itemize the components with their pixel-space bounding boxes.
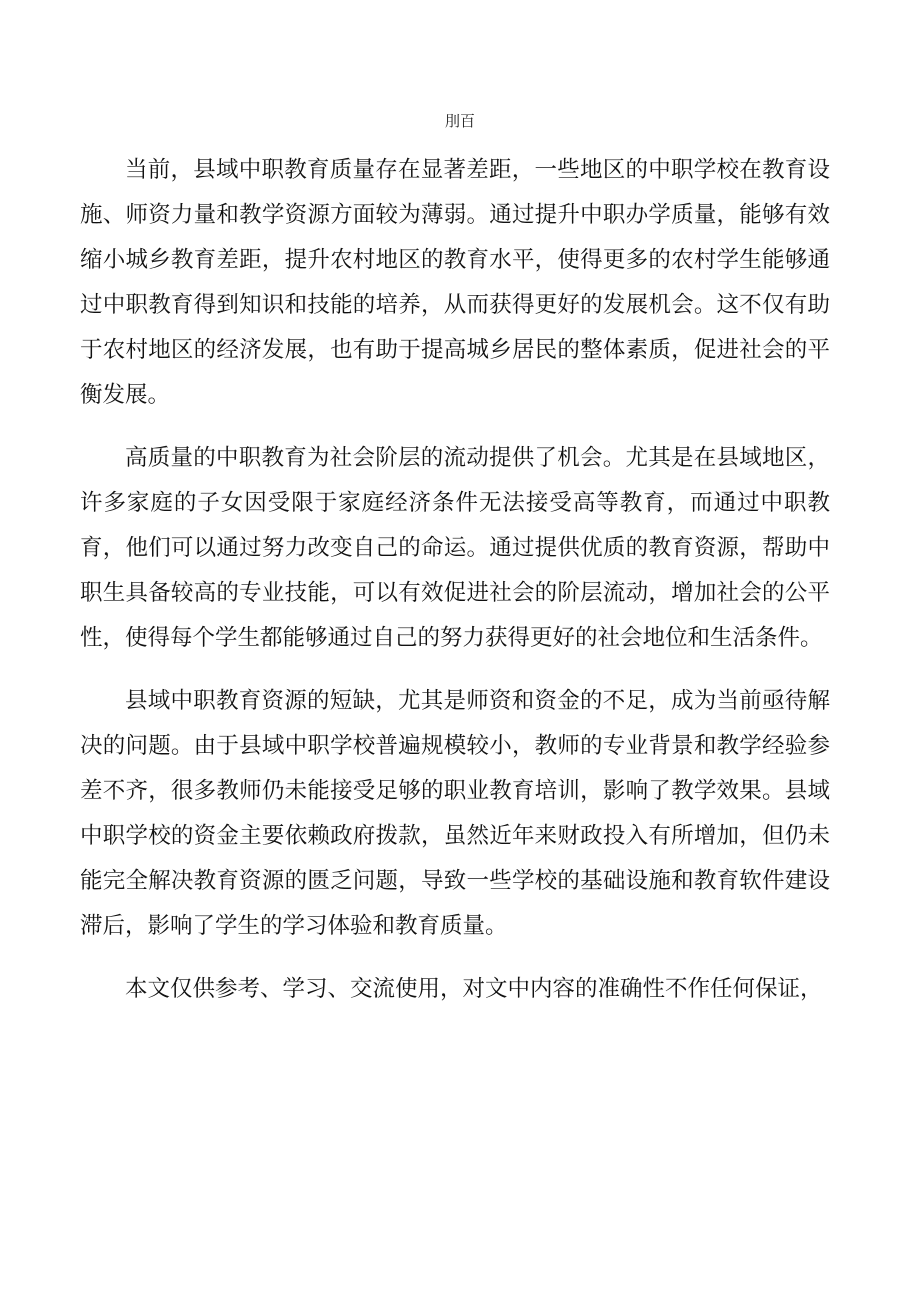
page-title: 刖百 (444, 112, 475, 130)
paragraph-4: 本文仅供参考、学习、交流使用，对文中内容的准确性不作任何保证， (125, 976, 823, 1002)
paragraph-2: 高质量的中职教育为社会阶层的流动提供了机会。尤其是在县域地区，许多家庭的子女因受限于家庭经济条件无法接受高等教育，而通过中职教育，他们可以通过努力改变自己的命运。通过提供优质的教育资源，帮助中职生具备较高的专业技能，可以有效促进社会的阶层流动，增加社会的公平性，使得每个学生都能够通过自己的努力获得更好的社会地位和生活条件。 (80, 445, 830, 651)
paragraph-3: 县域中职教育资源的短缺，尤其是师资和资金的不足，成为当前亟待解决的问题。由于县域中职学校普遍规模较小，教师的专业背景和教学经验参差不齐，很多教师仍未能接受足够的职业教育培训，影响了教学效果。县域中职学校的资金主要依赖政府拨款，虽然近年来财政投入有所增加，但仍未能完全解决教育资源的匮乏问题，导致一些学校的基础设施和教育软件建设滞后，影响了学生的学习体验和教育质量。 (80, 688, 830, 939)
paragraph-1: 当前，县域中职教育质量存在显著差距，一些地区的中职学校在教育设施、师资力量和教学资源方面较为薄弱。通过提升中职办学质量，能够有效缩小城乡教育差距，提升农村地区的教育水平，使得更多的农村学生能够通过中职教育得到知识和技能的培养，从而获得更好的发展机会。这不仅有助于农村地区的经济发展，也有助于提高城乡居民的整体素质，促进社会的平衡发展。 (80, 157, 830, 408)
document-body (80, 148, 830, 1030)
